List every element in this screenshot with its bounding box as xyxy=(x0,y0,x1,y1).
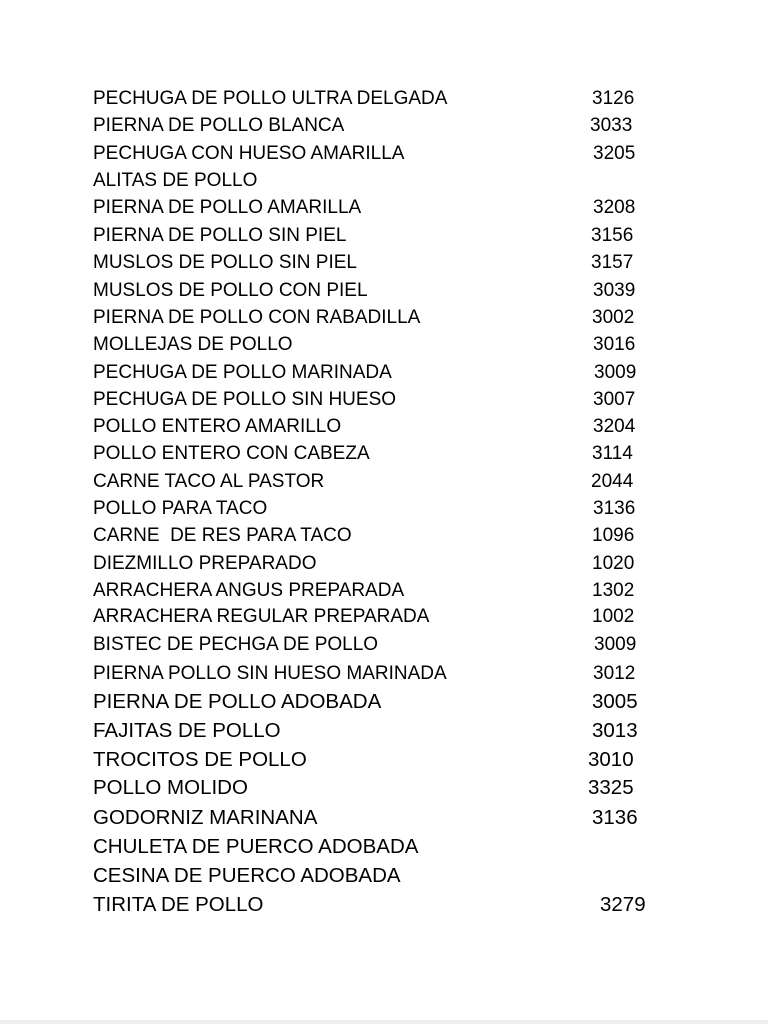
item-code: 3013 xyxy=(592,719,638,742)
item-name: TROCITOS DE POLLO xyxy=(93,748,307,771)
list-item xyxy=(93,662,693,686)
item-name: PIERNA DE POLLO BLANCA xyxy=(93,115,345,136)
item-code: 3012 xyxy=(593,663,636,684)
item-name: CARNE TACO AL PASTOR xyxy=(93,471,325,492)
item-name: TIRITA DE POLLO xyxy=(93,893,264,916)
item-code: 3136 xyxy=(593,498,636,519)
item-name: PIERNA DE POLLO CON RABADILLA xyxy=(93,307,421,328)
item-name: PECHUGA CON HUESO AMARILLA xyxy=(93,143,405,164)
item-code: 3009 xyxy=(594,362,637,383)
item-code: 3204 xyxy=(593,416,636,437)
list-item xyxy=(93,442,693,466)
item-name: PECHUGA DE POLLO ULTRA DELGADA xyxy=(93,88,448,109)
item-code: 3010 xyxy=(588,748,634,771)
list-item xyxy=(93,806,693,830)
item-code: 3205 xyxy=(593,143,636,164)
list-item xyxy=(93,524,693,548)
item-code: 3009 xyxy=(594,634,637,655)
item-name: PIERNA DE POLLO SIN PIEL xyxy=(93,225,347,246)
item-code: 3016 xyxy=(593,334,636,355)
item-name: MOLLEJAS DE POLLO xyxy=(93,334,293,355)
list-item xyxy=(93,415,693,439)
list-item xyxy=(93,835,693,859)
list-item xyxy=(93,605,693,629)
item-name: DIEZMILLO PREPARADO xyxy=(93,553,317,574)
list-item xyxy=(93,251,693,275)
item-code: 1302 xyxy=(592,580,635,601)
item-name: PIERNA DE POLLO AMARILLA xyxy=(93,197,362,218)
list-item xyxy=(93,552,693,576)
item-name: ARRACHERA ANGUS PREPARADA xyxy=(93,580,405,601)
item-code: 1096 xyxy=(592,525,635,546)
item-code: 3039 xyxy=(593,280,636,301)
item-code: 3126 xyxy=(592,88,635,109)
item-name: PECHUGA DE POLLO SIN HUESO xyxy=(93,389,397,410)
item-name: BISTEC DE PECHGA DE POLLO xyxy=(93,634,379,655)
item-code: 3114 xyxy=(592,443,633,464)
list-item xyxy=(93,224,693,248)
list-item xyxy=(93,690,693,714)
list-item xyxy=(93,333,693,357)
item-name: FAJITAS DE POLLO xyxy=(93,719,281,742)
item-code: 3208 xyxy=(593,197,636,218)
item-code: 3156 xyxy=(591,225,634,246)
item-code: 2044 xyxy=(591,471,634,492)
list-item xyxy=(93,497,693,521)
item-name: MUSLOS DE POLLO SIN PIEL xyxy=(93,252,357,273)
list-item xyxy=(93,114,693,138)
list-item xyxy=(93,279,693,303)
item-name: POLLO ENTERO CON CABEZA xyxy=(93,443,370,464)
list-item xyxy=(93,776,693,800)
item-name: CHULETA DE PUERCO ADOBADA xyxy=(93,835,419,858)
item-code: 3157 xyxy=(591,252,634,273)
list-item xyxy=(93,864,693,888)
list-item xyxy=(93,719,693,743)
list-item xyxy=(93,306,693,330)
item-code: 3033 xyxy=(590,115,633,136)
item-code: 3005 xyxy=(592,690,638,713)
list-item xyxy=(93,169,693,193)
item-code: 3325 xyxy=(588,776,634,799)
list-item xyxy=(93,470,693,494)
item-name: PECHUGA DE POLLO MARINADA xyxy=(93,362,392,383)
item-name: PIERNA DE POLLO ADOBADA xyxy=(93,690,382,713)
list-item xyxy=(93,748,693,772)
list-item xyxy=(93,579,693,603)
item-name: PIERNA POLLO SIN HUESO MARINADA xyxy=(93,663,447,684)
list-item xyxy=(93,142,693,166)
item-code: 3279 xyxy=(600,893,646,916)
page-bottom-edge xyxy=(0,1020,768,1024)
item-code: 3002 xyxy=(592,307,635,328)
item-code: 3007 xyxy=(593,389,636,410)
item-name: CESINA DE PUERCO ADOBADA xyxy=(93,864,401,887)
item-name: ARRACHERA REGULAR PREPARADA xyxy=(93,606,430,627)
item-name: POLLO MOLIDO xyxy=(93,776,248,799)
list-item xyxy=(93,87,693,111)
item-code: 3136 xyxy=(592,806,638,829)
item-name: POLLO PARA TACO xyxy=(93,498,268,519)
list-item xyxy=(93,633,693,657)
item-name: GODORNIZ MARINANA xyxy=(93,806,318,829)
item-name: MUSLOS DE POLLO CON PIEL xyxy=(93,280,368,301)
list-item xyxy=(93,388,693,412)
item-name: CARNE DE RES PARA TACO xyxy=(93,525,352,546)
item-name: ALITAS DE POLLO xyxy=(93,170,258,191)
list-item xyxy=(93,893,693,917)
item-code: 1002 xyxy=(592,606,635,627)
item-code: 1020 xyxy=(592,553,635,574)
item-name: POLLO ENTERO AMARILLO xyxy=(93,416,342,437)
list-item xyxy=(93,361,693,385)
list-item xyxy=(93,196,693,220)
